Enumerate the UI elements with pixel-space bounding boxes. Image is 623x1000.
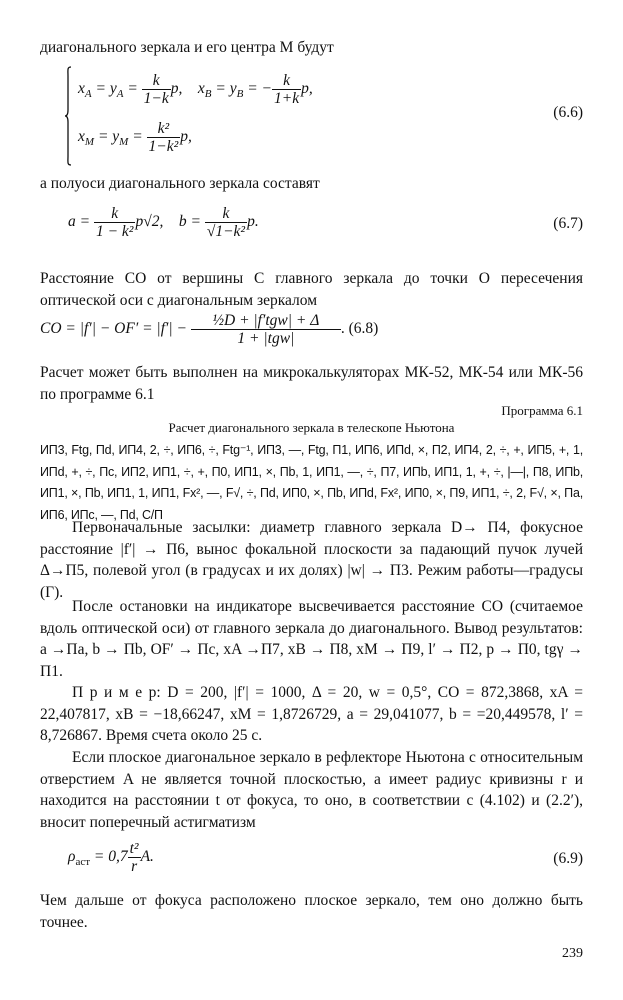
program-title: Расчет диагонального зеркала в телескопе Ньютона: [168, 420, 455, 435]
semi-axes-line: а полуоси диагонального зеркала составят: [40, 175, 320, 192]
paragraph-co: Расстояние CO от вершины C главного зеркала до точки O пересечения оптической оси с диагональным зеркалом: [40, 270, 583, 309]
equation-6-9: $\rho_{аст} = 0,7$ $\frac{\text{t²}}{r}$ A.: [68, 840, 154, 875]
brace-icon: [64, 66, 72, 166]
equation-number: (6.6): [553, 104, 583, 121]
page-number: 239: [562, 946, 583, 961]
equation-6-8: CO = |f′| − OF′ = |f′| − $\frac{\text{½D + |f′tgw| + Δ}}{\text{1 + |tgw|}}$ . (6.8): [40, 312, 379, 347]
paragraph-closing: Чем дальше от фокуса расположено плоское зеркало, тем оно должно быть точнее.: [40, 892, 583, 931]
equation-6-6-row2: $x_M = y_M$ = $\frac{\text{k²}}{\text{1−k²}}$ p,: [78, 120, 192, 155]
program-code: ИП3, Ftg, Пd, ИП4, 2, ÷, ИП6, ÷, Ftg⁻¹, ИП3, —, Ftg, П1, ИП6, ИПd, ×, П2, ИП4, 2, ÷, +, ИП5, +, 1, ИПd, +, ÷, Пс, ИП2, ИП1, ÷, +, П0, ИП1, ×, Пb, 1, ИП1, —, ÷, П7, ИПb, ИП1, 1, +, ÷, |—|, П8, ИПb, ИП1, ×, Пb, ИП1, 1, ИП1, Fx², —, F√, ÷, Пd, ИП0, ×, Пb, ИПd, Fx², ИП0, ×, П9, ИП1, ÷, 2, F√, ×, Па, ИП6, ИПс, —, Пd, С/П: [40, 443, 583, 522]
paragraph-calculators: Расчет может быть выполнен на микрокалькуляторах МК-52, МК-54 или МК-56 по программе 6.1: [40, 364, 583, 403]
program-label: Программа 6.1: [501, 403, 583, 418]
equation-6-7: a = $\frac{k}{\text{1 − k²}}$ p√2, b = $\frac{k}{\text{√1−k²}}$ p.: [68, 205, 259, 240]
equation-6-6-row1: $x_A = y_A$ = $\frac{k}{1-k}$ p, $x_B = y_B$ = − $\frac{k}{1+k}$ p,: [78, 72, 313, 107]
paragraph-output: После остановки на индикаторе высвечивается расстояние CO (считаемое вдоль оптической оси) от главного зеркала до диагонального. Вывод результатов: a →Па, b → Пb, OF′ → Пс, xA →П7, xB → П8, xM → П9, l′ → П2, p → П0, tgγ → П1.: [40, 598, 583, 680]
intro-line: диагонального зеркала и его центра М будут: [40, 39, 334, 56]
paragraph-example: П р и м е р: D = 200, |f′| = 1000, Δ = 20, w = 0,5°, CO = 872,3868, xA = 22,407817, xB = −18,66247, xM = 1,8726729, a = 29,041077, b = =20,449578, l′ = 8,726867. Время счета около 25 с.: [40, 684, 583, 744]
paragraph-astigmatism: Если плоское диагональное зеркало в рефлекторе Ньютона с относительным отверстием A не является точной плоскостью, а имеет радиус кривизны r и находится на расстоянии t от фокуса, то оно, в соответствии с (4.102) и (2.2′), вносит поперечный астигматизм: [40, 749, 583, 831]
paragraph-initial-inputs: Первоначальные засылки: диаметр главного зеркала D→ П4, фокусное расстояние |f′| → П6, вынос фокальной плоскости за падающий пучок лучей Δ→П5, полевой угол (в градусах и их долях) |w| → П3. Режим работы—градусы (Г).: [40, 519, 583, 601]
equation-number: (6.9): [553, 850, 583, 867]
equation-number: (6.7): [553, 215, 583, 232]
